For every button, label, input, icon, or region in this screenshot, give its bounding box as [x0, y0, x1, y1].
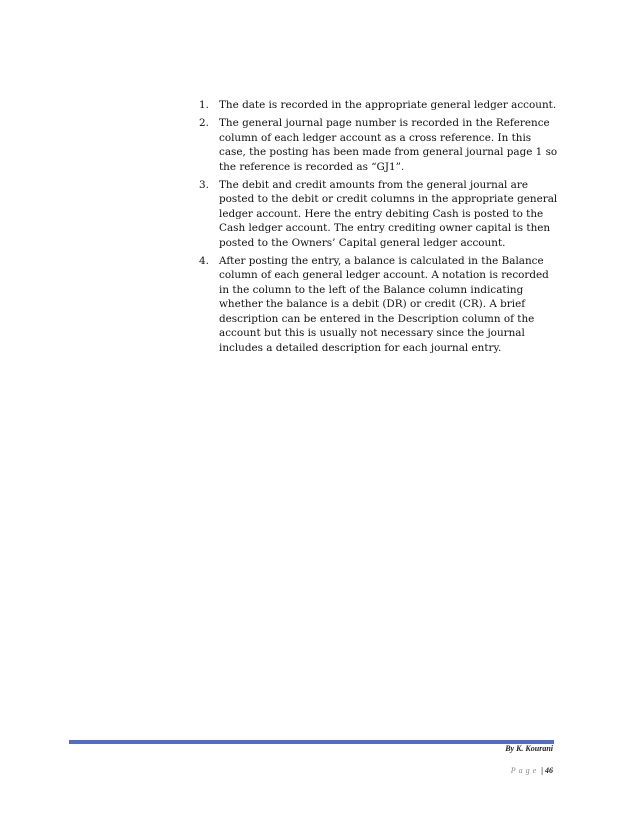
list-item-text: After posting the entry, a balance is calculated in the Balance column of each general ledger account. A notation is recorded in the column to the left of the Balance column indicating whether the balance is a debit (DR) or credit (CR). A brief description can be entered in the Description column of the account but this is usually not necessary since the journal includes a detailed description for each journal entry. [219, 255, 549, 354]
list-item [199, 254, 561, 355]
list-item [199, 116, 561, 174]
footer-divider [69, 740, 554, 744]
list-item-number: 3. [199, 179, 209, 192]
list-item-number: 1. [199, 99, 209, 111]
list-item-number: 4. [199, 255, 209, 268]
list-item [199, 98, 561, 112]
page-number-value: 46 [545, 766, 553, 775]
list-item-text: The general journal page number is recorded in the Reference column of each ledger account as a cross reference. In this case, the posting has been made from general journal page 1 so the reference is recorded as “GJ1”. [219, 117, 558, 173]
author-credit: By K. Kourani [505, 744, 553, 753]
list-item [199, 178, 561, 250]
page-label: Page [510, 766, 540, 775]
page-number [511, 766, 553, 775]
list-item-number: 2. [199, 117, 209, 130]
list-item-text: The debit and credit amounts from the general journal are posted to the debit or credit columns in the appropriate general ledger account. Here the entry debiting Cash is posted to the Cash ledger account. The entry crediting owner capital is then posted to the Owners’ Capital general ledger account. [219, 179, 558, 249]
steps-list [199, 98, 561, 359]
list-item-text: The date is recorded in the appropriate general ledger account. [219, 99, 557, 111]
page-separator: | [541, 766, 543, 775]
